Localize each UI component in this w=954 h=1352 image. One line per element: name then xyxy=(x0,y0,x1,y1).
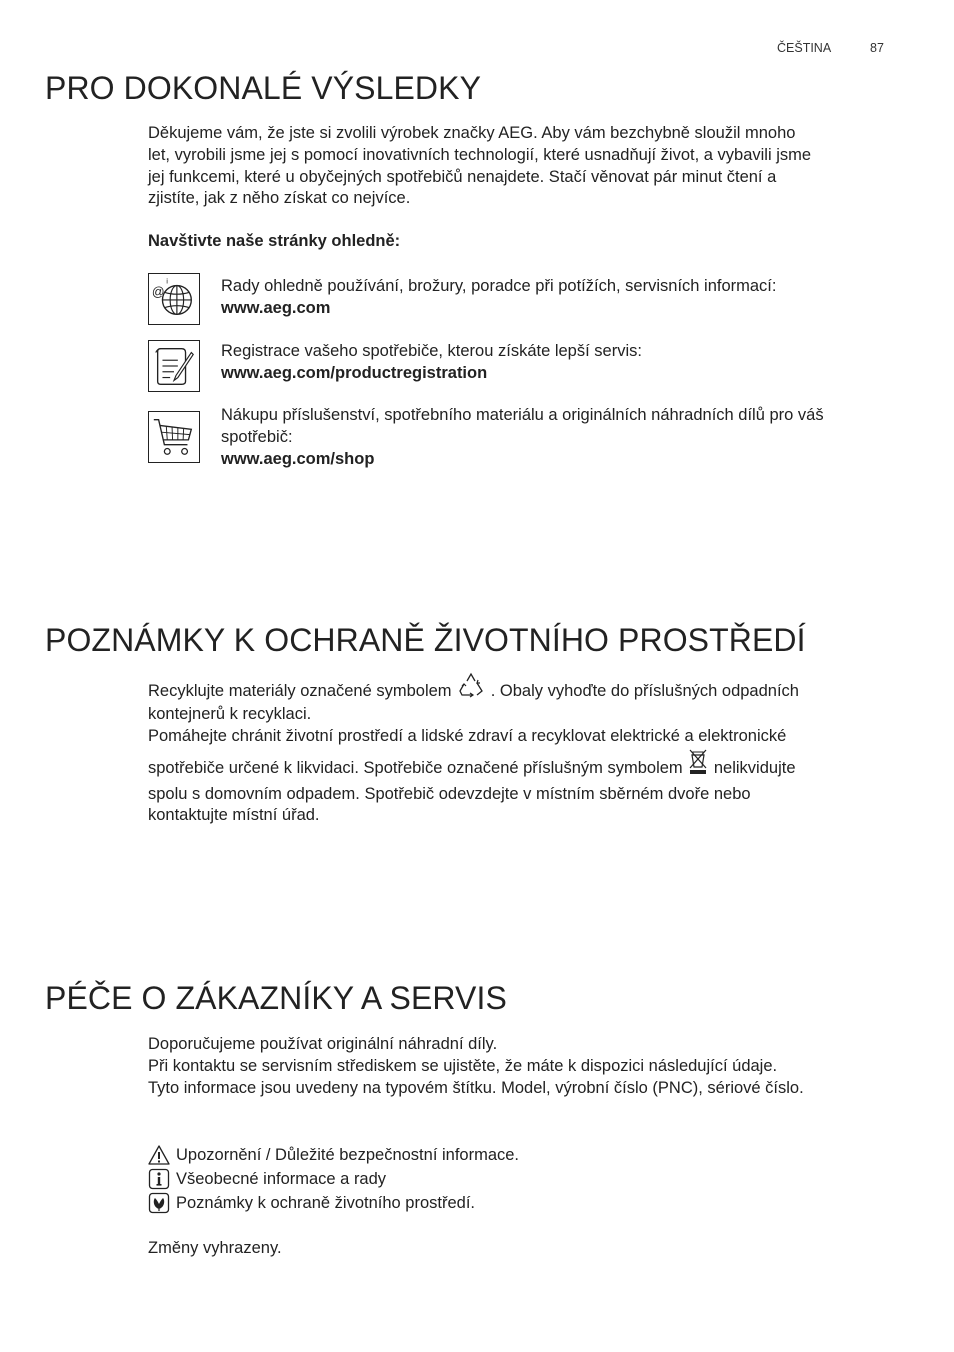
link-url-shop[interactable]: www.aeg.com/shop xyxy=(221,449,375,468)
section-title-service: PÉČE O ZÁKAZNÍKY A SERVIS xyxy=(45,980,507,1016)
intro-line: jej funkcemi, které u obyčejných spotřebičů nenajdete. Stačí věnovat pár minut čtení a xyxy=(148,167,777,186)
recycle-icon xyxy=(456,672,486,698)
service-paragraph xyxy=(148,1034,888,1099)
environment-line: kontejnerů k recyklaci. xyxy=(148,705,312,723)
link-row-registration xyxy=(221,341,901,385)
intro-line: Děkujeme vám, že jste si zvolili výrobek značky AEG. Aby vám bezchybně sloužil mnoho xyxy=(148,124,796,142)
service-line: Při kontaktu se servisním střediskem se ujistěte, že máte k dispozici následující údaje. xyxy=(148,1056,778,1075)
registration-form-icon xyxy=(148,340,200,392)
environment-leaf-icon xyxy=(148,1192,170,1214)
info-icon xyxy=(148,1168,170,1190)
legend-text: Poznámky k ochraně životního prostředí. xyxy=(176,1194,475,1212)
section-title-results: PRO DOKONALÉ VÝSLEDKY xyxy=(45,70,482,106)
intro-line: zjistíte, jak z něho získat co nejvíce. xyxy=(148,189,411,208)
link-row-shop xyxy=(221,405,901,470)
globe-icon xyxy=(148,273,200,325)
link-description: spotřebič: xyxy=(221,427,293,446)
environment-line: kontaktujte místní úřad. xyxy=(148,806,320,825)
shopping-cart-icon xyxy=(148,411,200,463)
legend-item-environment xyxy=(148,1191,519,1215)
environment-text: . Obaly vyhoďte do příslušných odpadních xyxy=(490,682,799,700)
service-line: Tyto informace jsou uvedeny na typovém štítku. Model, výrobní číslo (PNC), sériové číslo. xyxy=(148,1078,804,1097)
environment-text: spotřebiče určené k likvidaci. Spotřebiče označené příslušným symbolem xyxy=(148,758,683,777)
intro-paragraph xyxy=(148,123,888,210)
legend-text: Upozornění / Důležité bezpečnostní informace. xyxy=(176,1146,520,1164)
link-description: Registrace vašeho spotřebiče, kterou získáte lepší servis: xyxy=(221,342,642,360)
link-description: Rady ohledně používání, brožury, poradce při potížích, servisních informací: xyxy=(221,277,777,295)
link-url-registration[interactable]: www.aeg.com/productregistration xyxy=(221,363,488,382)
environment-text: Recyklujte materiály označené symbolem xyxy=(148,682,452,700)
header-page-number: 87 xyxy=(870,41,884,55)
intro-line: let, vyrobili jsme jej s pomocí inovativních technologií, které usnadňují život, a vybavili jsme xyxy=(148,145,812,164)
svg-text:@: @ xyxy=(151,285,165,300)
weee-bin-icon xyxy=(687,748,709,776)
footer-note: Změny vyhrazeny. xyxy=(148,1239,282,1257)
environment-line xyxy=(148,748,888,784)
link-url-support[interactable]: www.aeg.com xyxy=(221,298,331,317)
symbol-legend xyxy=(148,1143,519,1215)
header-language: ČEŠTINA xyxy=(777,41,832,55)
environment-paragraph xyxy=(148,672,888,827)
section-title-environment: POZNÁMKY K OCHRANĚ ŽIVOTNÍHO PROSTŘEDÍ xyxy=(45,622,806,658)
legend-text: Všeobecné informace a rady xyxy=(176,1170,387,1188)
environment-text: nelikvidujte xyxy=(713,758,796,777)
link-row-support xyxy=(221,276,901,320)
environment-line xyxy=(148,672,888,704)
legend-item-warning xyxy=(148,1143,519,1167)
link-description: Nákupu příslušenství, spotřebního materiálu a originálních náhradních dílů pro váš xyxy=(221,406,824,424)
legend-item-info xyxy=(148,1167,519,1191)
visit-label: Navštivte naše stránky ohledně: xyxy=(148,232,401,250)
environment-line: spolu s domovním odpadem. Spotřebič odevzdejte v místním sběrném dvoře nebo xyxy=(148,784,751,803)
warning-icon xyxy=(148,1144,170,1166)
svg-text:i: i xyxy=(166,276,169,286)
environment-line: Pomáhejte chránit životní prostředí a lidské zdraví a recyklovat elektrické a elektronické xyxy=(148,726,787,745)
service-line: Doporučujeme používat originální náhradní díly. xyxy=(148,1035,498,1053)
